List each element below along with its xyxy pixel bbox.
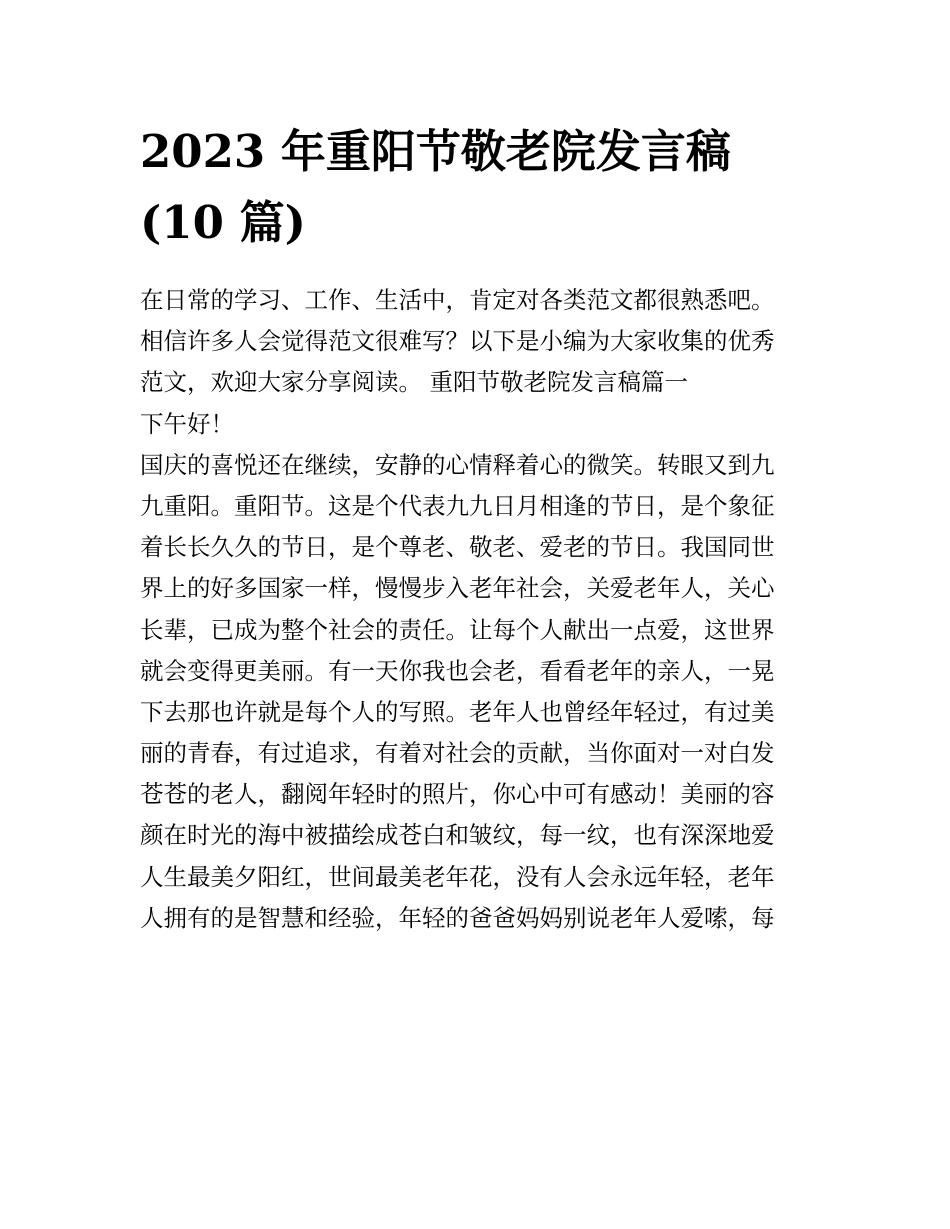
- title-line-2: (10 篇): [140, 196, 306, 249]
- document-body: [140, 280, 820, 939]
- intro-line-3: 范文，欢迎大家分享阅读。 重阳节敬老院发言稿篇一: [140, 368, 688, 397]
- paragraph-line-12: 人拥有的是智慧和经验，年轻的爸爸妈妈别说老年人爱嗦，每: [140, 903, 775, 932]
- paragraph-line-7: 下去那也许就是每个人的写照。老年人也曾经年轻过，有过美: [140, 697, 775, 726]
- title-line-1: 2023 年重阳节敬老院发言稿: [140, 125, 731, 178]
- paragraph-line-2: 九重阳。重阳节。这是个代表九九日月相逢的节日，是个象征: [140, 491, 775, 520]
- paragraph-line-1: 国庆的喜悦还在继续，安静的心情释着心的微笑。转眼又到九: [140, 450, 775, 479]
- paragraph-line-5: 长辈，已成为整个社会的责任。让每个人献出一点爱，这世界: [140, 615, 775, 644]
- paragraph-line-6: 就会变得更美丽。有一天你我也会老，看看老年的亲人，一晃: [140, 656, 775, 685]
- intro-line-2: 相信许多人会觉得范文很难写？以下是小编为大家收集的优秀: [140, 327, 775, 356]
- paragraph-line-3: 着长长久久的节日，是个尊老、敬老、爱老的节日。我国同世: [140, 533, 775, 562]
- document-title: [140, 116, 820, 258]
- greeting-line: 下午好！: [140, 409, 234, 438]
- paragraph-line-11: 人生最美夕阳红，世间最美老年花，没有人会永远年轻，老年: [140, 862, 775, 891]
- paragraph-line-4: 界上的好多国家一样，慢慢步入老年社会，关爱老年人，关心: [140, 574, 775, 603]
- paragraph-line-8: 丽的青春，有过追求，有着对社会的贡献，当你面对一对白发: [140, 739, 775, 768]
- paragraph-line-10: 颜在时光的海中被描绘成苍白和皱纹，每一纹，也有深深地爱: [140, 821, 775, 850]
- paragraph-line-9: 苍苍的老人，翻阅年轻时的照片，你心中可有感动！美丽的容: [140, 780, 775, 809]
- intro-line-1: 在日常的学习、工作、生活中，肯定对各类范文都很熟悉吧。: [140, 286, 775, 314]
